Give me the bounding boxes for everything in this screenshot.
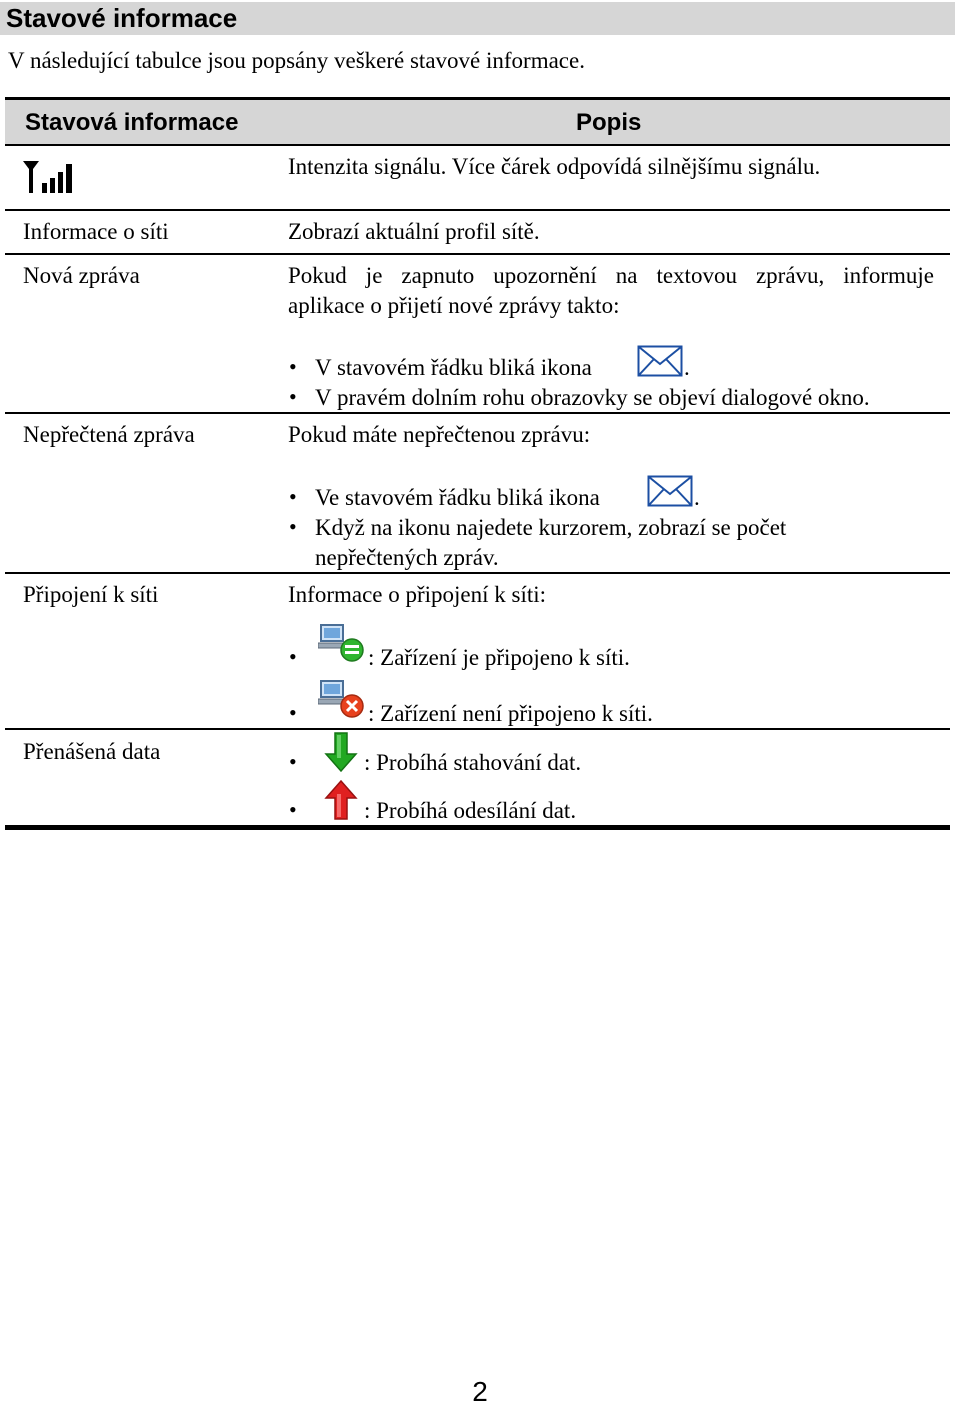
table-header: [5, 100, 950, 144]
new-message-description-line1: Pokud je zapnuto upozornění na textovou zprávu, informuje: [288, 263, 934, 288]
unread-message-bullet1-suffix: .: [694, 485, 700, 510]
new-message-bullet1-text: V stavovém řádku bliká ikona: [315, 355, 592, 380]
unread-message-bullet1-text: Ve stavovém řádku bliká ikona: [315, 485, 600, 510]
network-connected-icon: [318, 623, 366, 663]
header-status-info: Stavová informace: [25, 109, 239, 136]
new-message-label: Nová zpráva: [23, 263, 140, 288]
download-text: : Probíhá stahování dat.: [364, 750, 582, 775]
bullet: •: [289, 384, 297, 409]
unread-message-bullet1: [315, 483, 600, 513]
network-info-description: Zobrazí aktuální profil sítě.: [288, 219, 540, 244]
bullet: •: [289, 354, 297, 379]
unread-message-description: Pokud máte nepřečtenou zprávu:: [288, 422, 591, 447]
bullet: •: [289, 700, 297, 725]
signal-strength-icon: [23, 160, 77, 194]
table-bottom-border: [5, 825, 950, 830]
download-arrow-icon: [324, 732, 358, 772]
connection-label: Připojení k síti: [23, 582, 159, 607]
network-info-label: Informace o síti: [23, 219, 169, 244]
bullet: •: [289, 514, 297, 539]
row-divider: [5, 572, 950, 574]
envelope-icon: [637, 345, 683, 377]
bullet: •: [289, 749, 297, 774]
row-divider: [5, 728, 950, 730]
connection-connected-text: : Zařízení je připojeno k síti.: [368, 645, 630, 670]
new-message-bullet1-suffix: .: [684, 355, 690, 380]
row-divider: [5, 412, 950, 414]
header-description: Popis: [576, 109, 642, 136]
header-divider: [5, 144, 950, 146]
unread-message-label: Nepřečtená zpráva: [23, 422, 195, 447]
page-number: 2: [472, 1376, 488, 1407]
row-divider: [5, 209, 950, 211]
upload-text: : Probíhá odesílání dat.: [364, 798, 577, 823]
section-title: Stavové informace: [0, 2, 955, 35]
intro-text: V následující tabulce jsou popsány veškeré stavové informace.: [8, 48, 585, 73]
row-divider: [5, 253, 950, 255]
network-disconnected-icon: [318, 679, 366, 719]
bullet: •: [289, 797, 297, 822]
data-transfer-label: Přenášená data: [23, 739, 161, 764]
signal-description: Intenzita signálu. Více čárek odpovídá silnějšímu signálu.: [288, 154, 821, 179]
connection-disconnected-text: : Zařízení není připojeno k síti.: [368, 701, 653, 726]
connection-description: Informace o připojení k síti:: [288, 582, 547, 607]
new-message-bullet2: V pravém dolním rohu obrazovky se objeví dialogové okno.: [315, 385, 870, 410]
new-message-description-line2: aplikace o přijetí nové zprávy takto:: [288, 293, 620, 318]
envelope-icon: [647, 475, 693, 507]
bullet: •: [289, 644, 297, 669]
unread-message-bullet2-line2: nepřečtených zpráv.: [315, 545, 499, 570]
unread-message-bullet2-line1: Když na ikonu najedete kurzorem, zobrazí se počet: [315, 515, 787, 540]
new-message-bullet1: [315, 353, 592, 383]
bullet: •: [289, 484, 297, 509]
upload-arrow-icon: [324, 780, 358, 820]
